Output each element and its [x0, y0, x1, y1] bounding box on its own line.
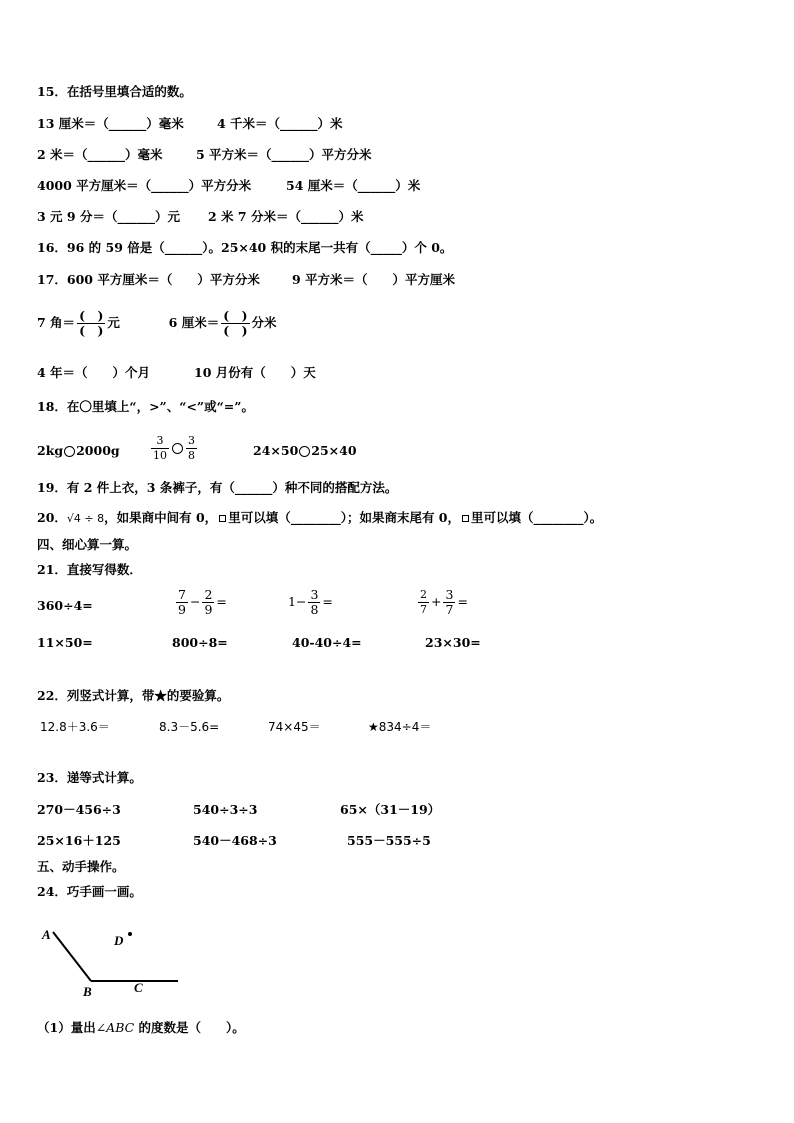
minuend: 1−	[288, 594, 307, 609]
q20-expression: √4 ÷ 8	[66, 512, 105, 525]
q17-line3b: 10 月份有（ ）天	[194, 365, 316, 380]
fraction	[176, 588, 188, 617]
q21-item-4	[416, 588, 468, 617]
section-5-heading: 五、动手操作。	[37, 859, 125, 874]
q18-compare-3	[253, 443, 357, 459]
q20-number: 20．	[37, 510, 67, 525]
q15-line2b: 5 平方米＝（______）平方分米	[196, 147, 372, 162]
label-c: C	[134, 980, 143, 995]
q21-r2-1: 11×50=	[37, 635, 93, 650]
q21-item-3	[288, 588, 333, 617]
numerator: 3	[445, 587, 454, 602]
compare-circle	[64, 446, 75, 457]
equals: =	[457, 594, 468, 609]
q22-title: 22．列竖式计算，带★的要验算。	[37, 688, 230, 703]
q22-item-3: 74×45＝	[268, 720, 321, 734]
operator: −	[189, 594, 201, 609]
q17-line3a: 4 年＝（ ）个月	[37, 365, 151, 380]
q17-line1a: 17．600 平方厘米＝（ ）平方分米	[37, 272, 260, 287]
label-a: A	[42, 927, 51, 942]
q18-title: 18．在〇里填上“，>”、“<”或“=”。	[37, 399, 254, 414]
q18-compare-2	[149, 434, 199, 463]
q21-r2-4: 23×30=	[425, 635, 481, 650]
fraction	[202, 588, 214, 617]
q15-line2a: 2 米＝（______）毫米	[37, 147, 163, 162]
q19-text: 19．有 2 件上衣，3 条裤子，有（______）种不同的搭配方法。	[37, 480, 398, 495]
operator: +	[431, 594, 442, 609]
section-4-heading: 四、细心算一算。	[37, 537, 138, 552]
q15-line3a: 4000 平方厘米＝（______）平方分米	[37, 178, 252, 193]
numerator: 7	[178, 587, 186, 602]
compare-circle	[299, 446, 310, 457]
q24-title: 24．巧手画一画。	[37, 884, 142, 899]
q15-line1a: 13 厘米＝（______）毫米	[37, 116, 184, 131]
blank-denominator: ( )	[223, 323, 248, 338]
q17-fraction-line	[37, 309, 277, 338]
q24-part-1	[37, 1020, 245, 1036]
numerator: 2	[420, 588, 427, 601]
numerator: 3	[188, 434, 195, 447]
fraction-3-8	[186, 434, 197, 463]
q21-r2-2: 800÷8=	[172, 635, 228, 650]
q20-part-a: ，如果商中间有 0，	[104, 510, 218, 525]
q21-r2-3: 40-40÷4=	[292, 635, 362, 650]
q23-r2-3: 555－555÷5	[347, 833, 431, 848]
blank-fraction-1	[77, 309, 105, 338]
q22-item-1: 12.8＋3.6＝	[40, 720, 110, 734]
q23-r1-3: 65×（31－19）	[340, 802, 441, 817]
q18-compare-1	[37, 443, 120, 459]
q21-title: 21．直接写得数．	[37, 562, 142, 577]
q18-c1a: 2kg	[37, 443, 64, 458]
blank-numerator: ( )	[79, 308, 104, 323]
q20-part-c: 里可以填（________）。	[471, 510, 603, 525]
numerator: 3	[151, 434, 169, 449]
q17-f1-pre: 7 角＝	[37, 315, 76, 330]
denominator: 9	[204, 602, 213, 617]
q23-r1-1: 270－456÷3	[37, 802, 121, 817]
square-box	[219, 515, 226, 522]
q18-c1b: 2000g	[76, 443, 120, 458]
numerator: 2	[204, 587, 213, 602]
denominator: 10	[153, 449, 167, 462]
q17-f1-post: 元	[107, 315, 120, 330]
q21-item-1: 360÷4=	[37, 598, 93, 613]
fraction	[443, 588, 455, 617]
fraction	[308, 588, 320, 617]
numerator: 3	[310, 587, 319, 602]
denominator: 7	[445, 602, 454, 617]
denominator: 9	[178, 602, 186, 617]
q20-part-b: 里可以填（________）；如果商末尾有 0，	[228, 510, 460, 525]
denominator: 8	[188, 449, 195, 462]
compare-circle	[172, 443, 183, 454]
label-b: B	[83, 984, 92, 999]
q23-r2-1: 25×16＋125	[37, 833, 121, 848]
q15-line1b: 4 千米＝（______）米	[217, 116, 343, 131]
q17-line1b: 9 平方米＝（ ）平方厘米	[292, 272, 456, 287]
q23-title: 23．递等式计算。	[37, 770, 142, 785]
q17-f2-pre: 6 厘米＝	[168, 315, 220, 330]
q16-text: 16．96 的 59 倍是（______）。25×40 积的末尾一共有（_____）个 0。	[37, 240, 453, 255]
q24-p1-pre: （1）量出	[37, 1020, 96, 1035]
q18-c3a: 24×50	[253, 443, 299, 458]
q22-item-2: 8.3－5.6=	[159, 720, 220, 734]
label-d: D	[114, 933, 124, 948]
q18-c3b: 25×40	[311, 443, 357, 458]
q23-r1-2: 540÷3÷3	[193, 802, 258, 817]
equals: =	[216, 594, 227, 609]
q15-line3b: 54 厘米＝（______）米	[286, 178, 421, 193]
q15-line4a: 3 元 9 分＝（______）元	[37, 209, 180, 224]
q15-title: 15．在括号里填合适的数。	[37, 84, 192, 99]
angle-diagram	[36, 920, 186, 1000]
fraction	[418, 588, 429, 617]
point-d-dot	[128, 932, 132, 936]
q24-p1-post: 的度数是（ ）。	[134, 1020, 245, 1035]
denominator: 8	[310, 602, 319, 617]
q20-text	[37, 510, 602, 527]
denominator: 7	[420, 603, 427, 616]
blank-numerator: ( )	[223, 308, 248, 323]
blank-fraction-2	[221, 309, 249, 338]
q23-r2-2: 540－468÷3	[193, 833, 277, 848]
q22-item-4: ★834÷4＝	[368, 720, 432, 734]
fraction-3-10	[151, 434, 169, 463]
square-box	[462, 515, 469, 522]
q17-f2-post: 分米	[251, 315, 277, 330]
ray-ba	[53, 932, 91, 981]
blank-denominator: ( )	[79, 323, 104, 338]
q15-line4b: 2 米 7 分米＝（______）米	[208, 209, 364, 224]
equals: =	[322, 594, 333, 609]
q21-item-2	[174, 588, 227, 617]
angle-abc: ∠ABC	[95, 1020, 135, 1035]
